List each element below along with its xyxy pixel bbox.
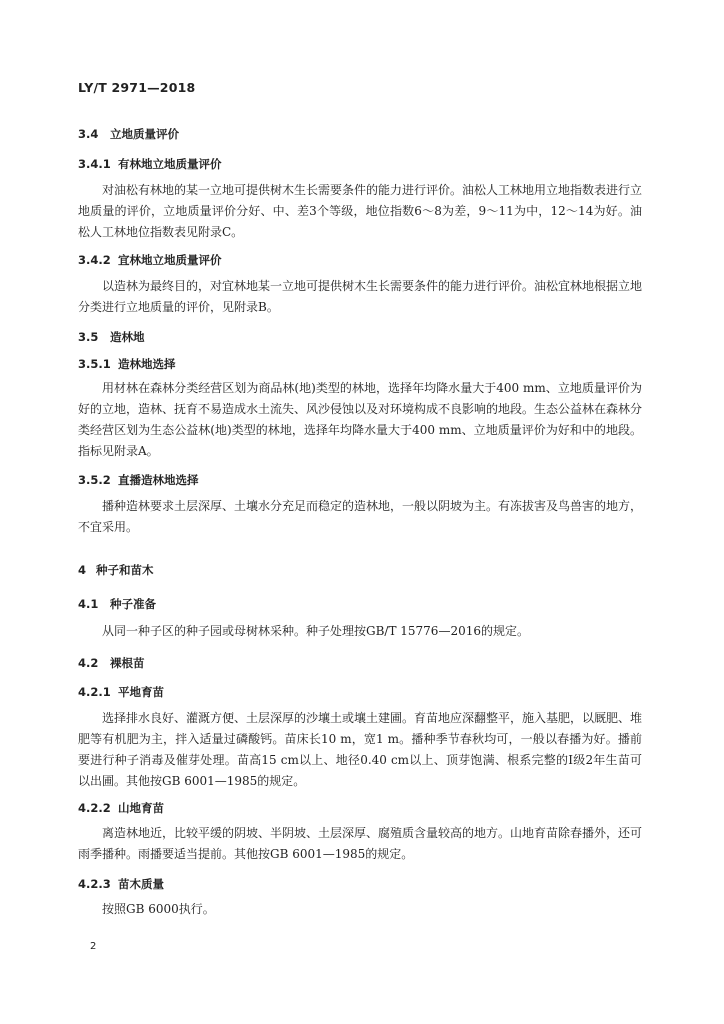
- section-title: 种子准备: [110, 597, 156, 611]
- section-heading-4-1: [78, 596, 156, 612]
- section-title: 苗木质量: [118, 877, 164, 891]
- section-heading-3-5-2: [78, 472, 199, 488]
- section-title: 平地育苗: [118, 685, 164, 699]
- paragraph: 按照GB 6000执行。: [102, 902, 215, 916]
- section-heading-4-2-3: [78, 876, 164, 892]
- paragraph: 对油松有林地的某一立地可提供树木生长需要条件的能力进行评价。油松人工林地用立地指数表进行立地质量的评价，立地质量评价分好、中、差3个等级，地位指数6～8为差，9～11为中，12～14为好。油松人工林地位指数表见附录C。: [78, 183, 643, 239]
- section-number: 3.5.2: [78, 473, 111, 487]
- section-number: 3.4: [78, 127, 99, 141]
- section-title: 山地育苗: [118, 801, 164, 815]
- page-number: 2: [90, 941, 97, 952]
- section-title: 造林地: [110, 330, 145, 344]
- paragraph: 用材林在森林分类经营区划为商品林(地)类型的林地，选择年均降水量大于400 mm、立地质量评价为好的立地，造林、抚育不易造成水土流失、风沙侵蚀以及对环境构成不良影响的地段。生态公益林在森林分类经营区划为生态公益林(地)类型的林地，选择年均降水量大于400 mm、立地质量评价为好和中的地段。指标见附录A。: [78, 381, 643, 458]
- paragraph: 离造林地近，比较平缓的阴坡、半阴坡、土层深厚、腐殖质含量较高的地方。山地育苗除春播外，还可雨季播种。雨播要适当提前。其他按GB 6001—1985的规定。: [78, 826, 643, 861]
- section-number: 3.4.2: [78, 253, 111, 267]
- section-heading-4-2: [78, 655, 145, 671]
- section-number: 3.5: [78, 330, 99, 344]
- section-number: 4.2.1: [78, 685, 111, 699]
- section-title: 裸根苗: [110, 656, 145, 670]
- section-number: 4: [78, 563, 87, 577]
- section-title: 种子和苗木: [96, 563, 154, 577]
- section-number: 3.4.1: [78, 157, 111, 171]
- section-title: 有林地立地质量评价: [118, 157, 222, 171]
- paragraph: 选择排水良好、灌溉方便、土层深厚的沙壤土或壤土建圃。育苗地应深翻整平，施入基肥，以厩肥、堆肥等有机肥为主，拌入适量过磷酸钙。苗床长10 m，宽1 m。播种季节春秋均可，一般以春播为好。播前要进行种子消毒及催芽处理。苗高15 cm以上、地径0.40 cm以上、顶芽饱满、根系完整的Ⅰ级2年生苗可以出圃。其他按GB 6001—1985的规定。: [78, 711, 643, 788]
- section-heading-3-5-1: [78, 356, 176, 372]
- section-title: 宜林地立地质量评价: [118, 253, 222, 267]
- section-title: 立地质量评价: [110, 127, 179, 141]
- paragraph: 以造林为最终目的，对宜林地某一立地可提供树木生长需要条件的能力进行评价。油松宜林地根据立地分类进行立地质量的评价，见附录B。: [78, 279, 643, 314]
- section-number: 3.5.1: [78, 357, 111, 371]
- section-number: 4.2.2: [78, 801, 111, 815]
- section-heading-4-2-1: [78, 684, 164, 700]
- paragraph: 播种造林要求土层深厚、土壤水分充足而稳定的造林地，一般以阴坡为主。有冻拔害及鸟兽害的地方，不宜采用。: [78, 499, 643, 534]
- section-heading-3-4-2: [78, 252, 222, 268]
- paragraph: 从同一种子区的种子园或母树林采种。种子处理按GB/T 15776—2016的规定。: [102, 624, 529, 638]
- document-id: LY/T 2971—2018: [78, 80, 196, 95]
- section-title: 造林地选择: [118, 357, 176, 371]
- section-number: 4.2.3: [78, 877, 111, 891]
- section-heading-3-5: [78, 329, 145, 345]
- section-heading-3-4: [78, 126, 179, 142]
- section-heading-4-2-2: [78, 800, 164, 816]
- section-number: 4.1: [78, 597, 99, 611]
- section-heading-3-4-1: [78, 156, 222, 172]
- section-heading-4: [78, 562, 154, 578]
- section-number: 4.2: [78, 656, 99, 670]
- section-title: 直播造林地选择: [118, 473, 199, 487]
